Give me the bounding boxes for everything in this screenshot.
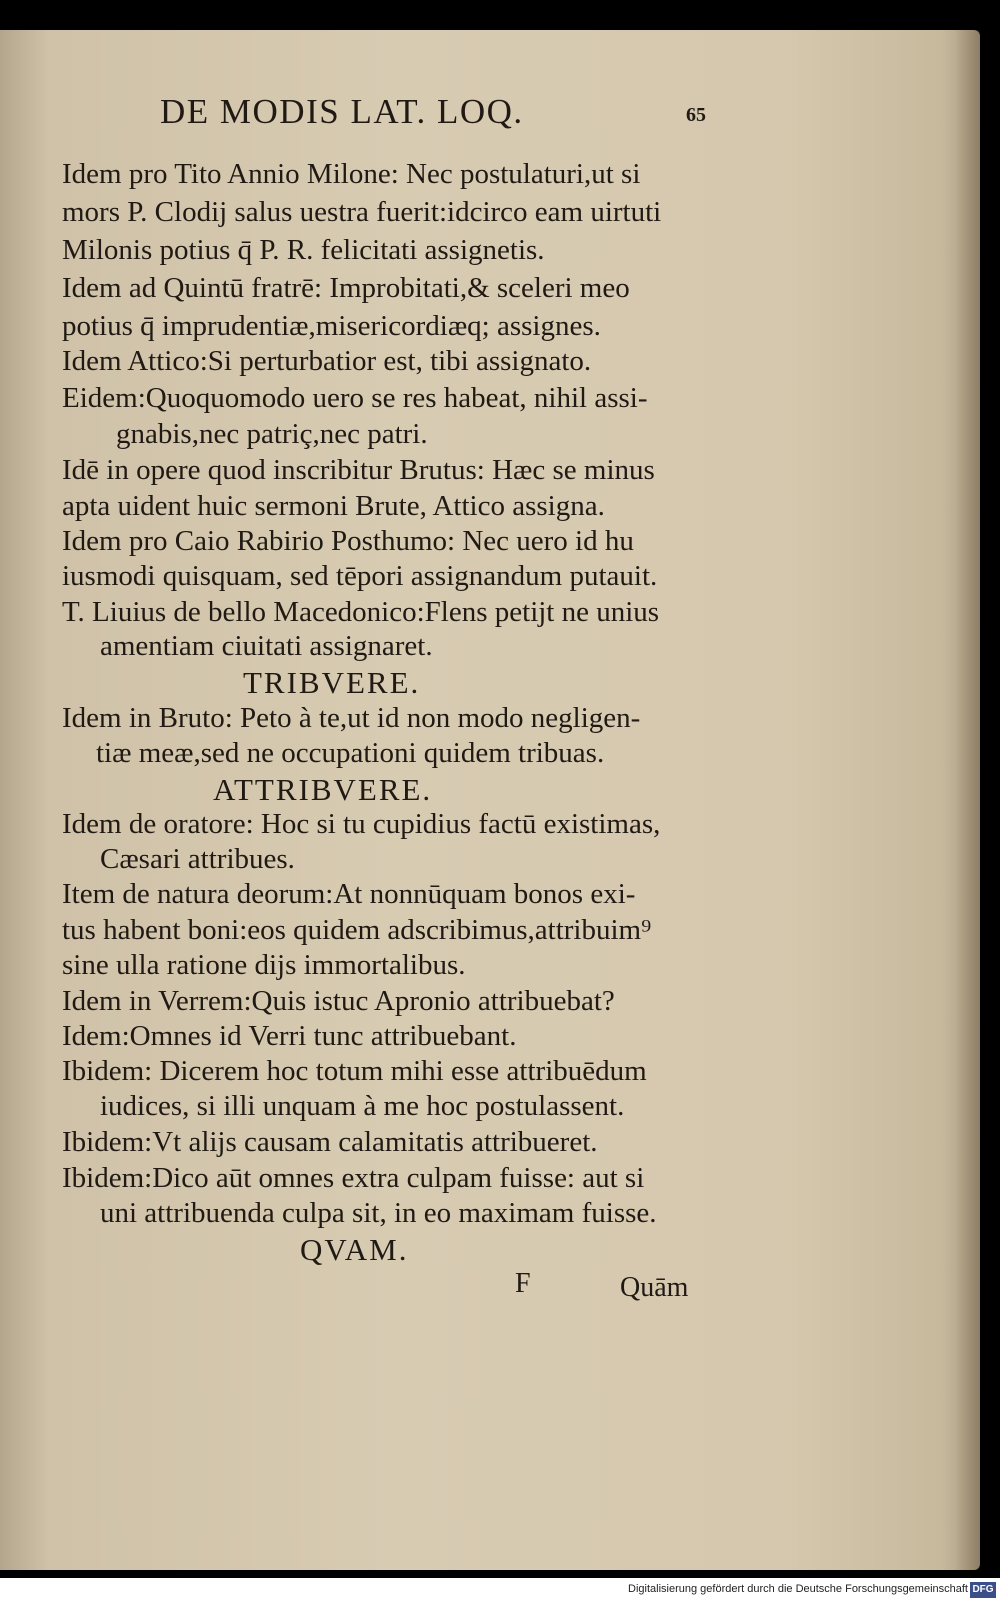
digitization-credit-bar	[0, 1578, 1000, 1603]
text-line: Idē in opere quod inscribitur Brutus: Hæc se minus	[62, 454, 655, 486]
text-line: Idem in Bruto: Peto à te,ut id non modo negligen-	[62, 702, 641, 734]
text-line: gnabis,nec patriç,nec patri.	[116, 418, 428, 450]
text-line: Idem pro Tito Annio Milone: Nec postulaturi,ut si	[62, 158, 641, 190]
text-line: apta uident huic sermoni Brute, Attico assigna.	[62, 490, 605, 522]
text-line: Ibidem: Dicerem hoc totum mihi esse attribuēdum	[62, 1055, 647, 1087]
text-line: Idem pro Caio Rabirio Posthumo: Nec uero id hu	[62, 525, 634, 557]
section-heading-quam: QVAM.	[300, 1232, 409, 1267]
text-line: Idem:Omnes id Verri tunc attribuebant.	[62, 1020, 517, 1052]
text-line: Idem ad Quintū fratrē: Improbitati,& sceleri meo	[62, 272, 630, 304]
text-line: uni attribuenda culpa sit, in eo maximam fuisse.	[100, 1197, 657, 1229]
text-line: Item de natura deorum:At nonnūquam bonos exi-	[62, 878, 636, 910]
text-line: tus habent boni:eos quidem adscribimus,attribuim⁹	[62, 914, 652, 946]
catchword: Quām	[620, 1272, 689, 1303]
text-line: Idem de oratore: Hoc si tu cupidius factū existimas,	[62, 808, 661, 840]
dfg-logo: DFG	[970, 1582, 996, 1598]
text-line: sine ulla ratione dijs immortalibus.	[62, 949, 466, 981]
text-line: Eidem:Quoquomodo uero se res habeat, nihil assi-	[62, 382, 648, 414]
text-line: mors P. Clodij salus uestra fuerit:idcirco eam uirtuti	[62, 196, 662, 228]
text-line: iudices, si illi unquam à me hoc postulassent.	[100, 1090, 625, 1122]
text-line: Milonis potius q̄ P. R. felicitati assignetis.	[62, 234, 545, 266]
text-line: iusmodi quisquam, sed tēpori assignandum putauit.	[62, 560, 658, 592]
text-line: Cæsari attribues.	[100, 843, 295, 875]
section-heading-tribuere: TRIBVERE.	[243, 665, 421, 700]
folio-number: 65	[686, 104, 706, 126]
credit-text: Digitalisierung gefördert durch die Deutsche Forschungsgemeinschaft	[628, 1583, 968, 1595]
text-line: Idem Attico:Si perturbatior est, tibi assignato.	[62, 345, 592, 377]
text-line: Ibidem:Dico aūt omnes extra culpam fuisse: aut si	[62, 1162, 645, 1194]
text-line: Ibidem:Vt alijs causam calamitatis attribueret.	[62, 1126, 598, 1158]
text-line: T. Liuius de bello Macedonico:Flens petijt ne unius	[62, 596, 660, 628]
signature-mark: F	[515, 1268, 531, 1299]
text-line: potius q̄ imprudentiæ,misericordiæq; assignes.	[62, 310, 601, 342]
text-line: amentiam ciuitati assignaret.	[100, 630, 433, 662]
text-line: tiæ meæ,sed ne occupationi quidem tribuas.	[96, 737, 605, 769]
section-heading-attribuere: ATTRIBVERE.	[213, 772, 433, 807]
running-header: DE MODIS LAT. LOQ.	[160, 92, 524, 131]
text-line: Idem in Verrem:Quis istuc Apronio attribuebat?	[62, 985, 615, 1017]
